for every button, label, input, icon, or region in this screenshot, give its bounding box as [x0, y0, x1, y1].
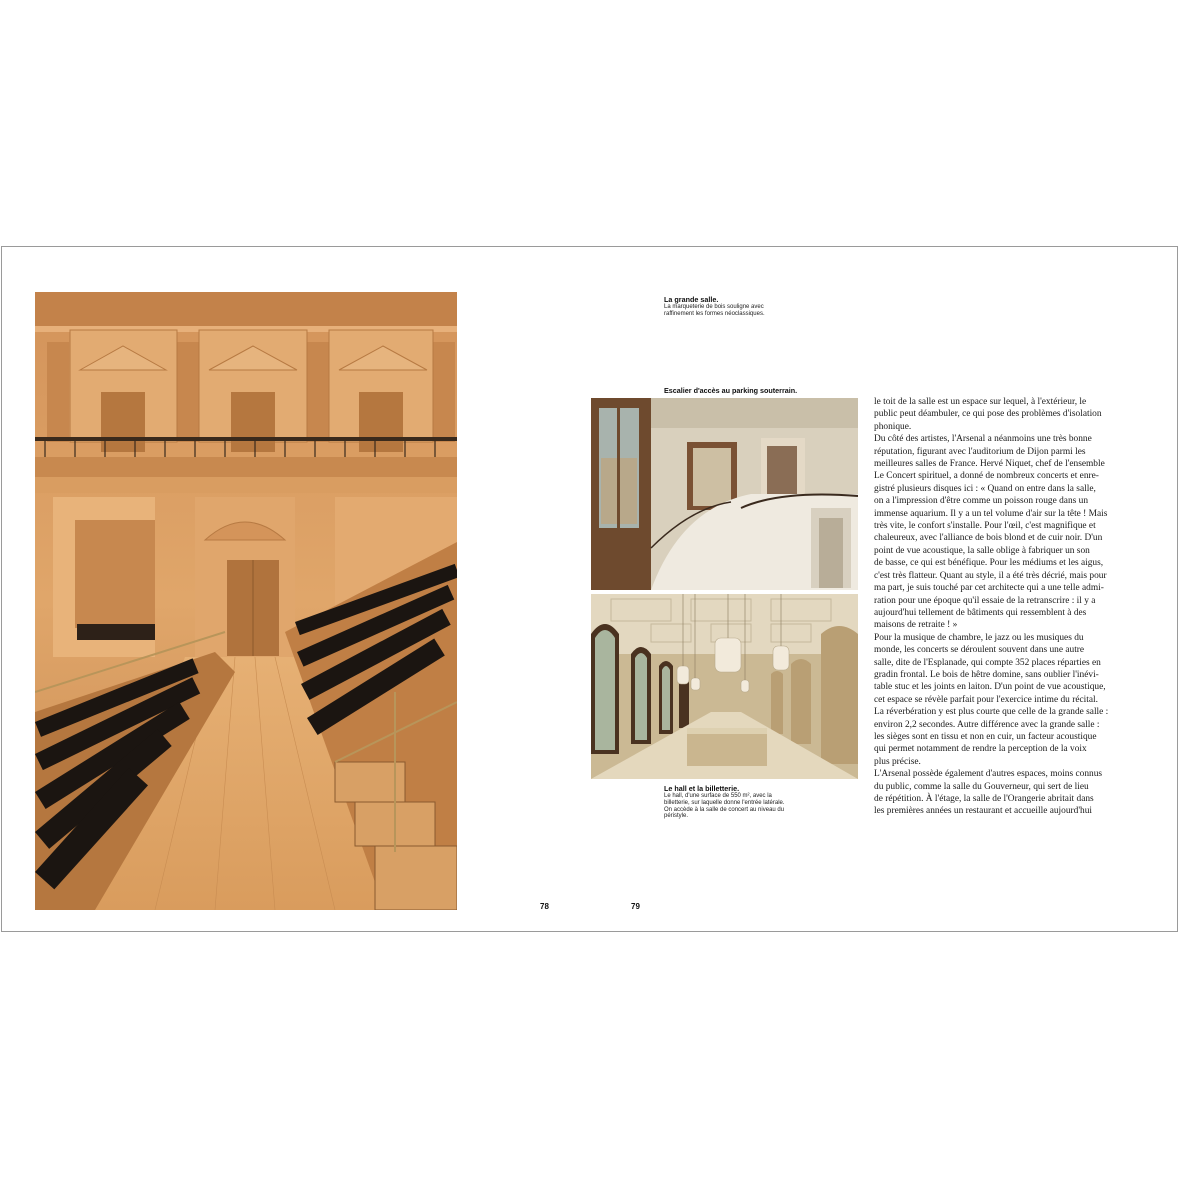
body-line: gistré plusieurs disques ici : « Quand on entre dans la salle, — [874, 483, 1096, 494]
body-line: aujourd'hui tellement de bâtiments qui ressemblent à des — [874, 607, 1087, 618]
body-line: monde, les concerts se déroulent souvent dans une autre — [874, 645, 1085, 656]
body-line: les premières années un restaurant et accueille aujourd'hui — [874, 806, 1093, 817]
body-line: réputation, figurant avec l'auditorium de Dijon parmi les — [874, 446, 1086, 457]
body-line: cet espace se révèle parfait pour l'exercice intime du récital. — [874, 694, 1098, 705]
body-line: point de vue acoustique, la salle oblige à fabriquer un son — [874, 545, 1090, 556]
body-line: plus précise. — [874, 756, 921, 767]
body-line: le toit de la salle est un espace sur lequel, à l'extérieur, le — [874, 397, 1087, 407]
staircase-photo — [591, 398, 858, 590]
body-text-column — [874, 396, 1109, 818]
caption-hall-line: péristyle. — [664, 813, 689, 820]
hall-photo — [591, 594, 858, 779]
body-line: maisons de retraite ! » — [874, 620, 958, 631]
caption-hall-line: Le hall, d'une surface de 550 m², avec la — [664, 793, 772, 799]
body-line: Du côté des artistes, l'Arsenal a néanmoins une très bonne — [874, 434, 1092, 445]
body-line: chaleureux, avec l'alliance de bois blond et de cuir noir. D'un — [874, 533, 1103, 544]
concert-hall-photo — [35, 292, 457, 910]
caption-hall-line: On accède à la salle de concert au niveau du — [664, 806, 785, 813]
body-line: public peut déambuler, ce qui pose des problèmes d'isolation — [874, 409, 1102, 420]
body-line: du public, comme la salle du Gouverneur, qui sert de lieu — [874, 781, 1089, 792]
body-line: de basse, ce qui est bénéfique. Pour les médiums et les aigus, — [874, 558, 1104, 569]
body-line: on a l'impression d'être comme un poisson rouge dans un — [874, 496, 1089, 507]
body-line: ration pour une époque qu'il essaie de la retranscrire : il y a — [874, 595, 1096, 606]
body-line: très vite, le confort s'installe. Pour l'œil, c'est magnifique et — [874, 521, 1096, 532]
body-line: Pour la musique de chambre, le jazz ou les musiques du — [874, 632, 1084, 643]
caption-grande-salle — [664, 295, 824, 318]
body-line: phonique. — [874, 421, 912, 432]
page-number-left: 78 — [540, 902, 549, 911]
body-line: table stuc et les joints en laiton. D'un point de vue acoustique, — [874, 682, 1106, 693]
caption-escalier-title: Escalier d'accès au parking souterrain. — [664, 386, 798, 395]
caption-grande-salle-title: La grande salle. — [664, 295, 719, 304]
body-line: Le Concert spirituel, a donné de nombreux concerts et enre- — [874, 471, 1099, 482]
caption-hall-title: Le hall et la billetterie. — [664, 784, 740, 793]
body-line: salle, dite de l'Esplanade, qui compte 352 places réparties en — [874, 657, 1101, 668]
body-line: de répétition. À l'étage, la salle de l'Orangerie abritait dans — [874, 794, 1094, 804]
body-line: La réverbération y est plus courte que celle de la grande salle : — [874, 707, 1109, 718]
body-line: gradin frontal. Le bois de hêtre domine, sans oublier l'inévi- — [874, 669, 1099, 680]
body-line: qui permet notamment de rendre la perception de la voix — [874, 744, 1087, 755]
body-line: c'est très flatteur. Quant au style, il a été très décrié, mais pour — [874, 570, 1107, 581]
caption-grande-salle-line: La marqueterie de bois souligne avec — [664, 304, 764, 310]
caption-hall — [664, 784, 814, 820]
caption-hall-line: billetterie, sur laquelle donne l'entrée latérale. — [664, 799, 785, 806]
page-number-right: 79 — [631, 902, 640, 911]
body-line: immense aquarium. Il y a un tel volume d'air sur la tête ! Mais — [874, 508, 1108, 519]
body-line: L'Arsenal possède également d'autres espaces, moins connus — [874, 769, 1103, 780]
caption-grande-salle-line: raffinement les formes néoclassiques. — [664, 310, 765, 317]
body-line: environ 2,2 secondes. Autre différence avec la grande salle : — [874, 719, 1100, 730]
body-line: meilleures salles de France. Hervé Niquet, chef de l'ensemble — [874, 459, 1105, 470]
caption-escalier — [664, 386, 844, 395]
body-line: les sièges sont en tissu et non en cuir, un facteur acoustique — [874, 731, 1097, 742]
body-line: ma part, je suis touché par cet architecte qui a une telle admi- — [874, 583, 1104, 594]
